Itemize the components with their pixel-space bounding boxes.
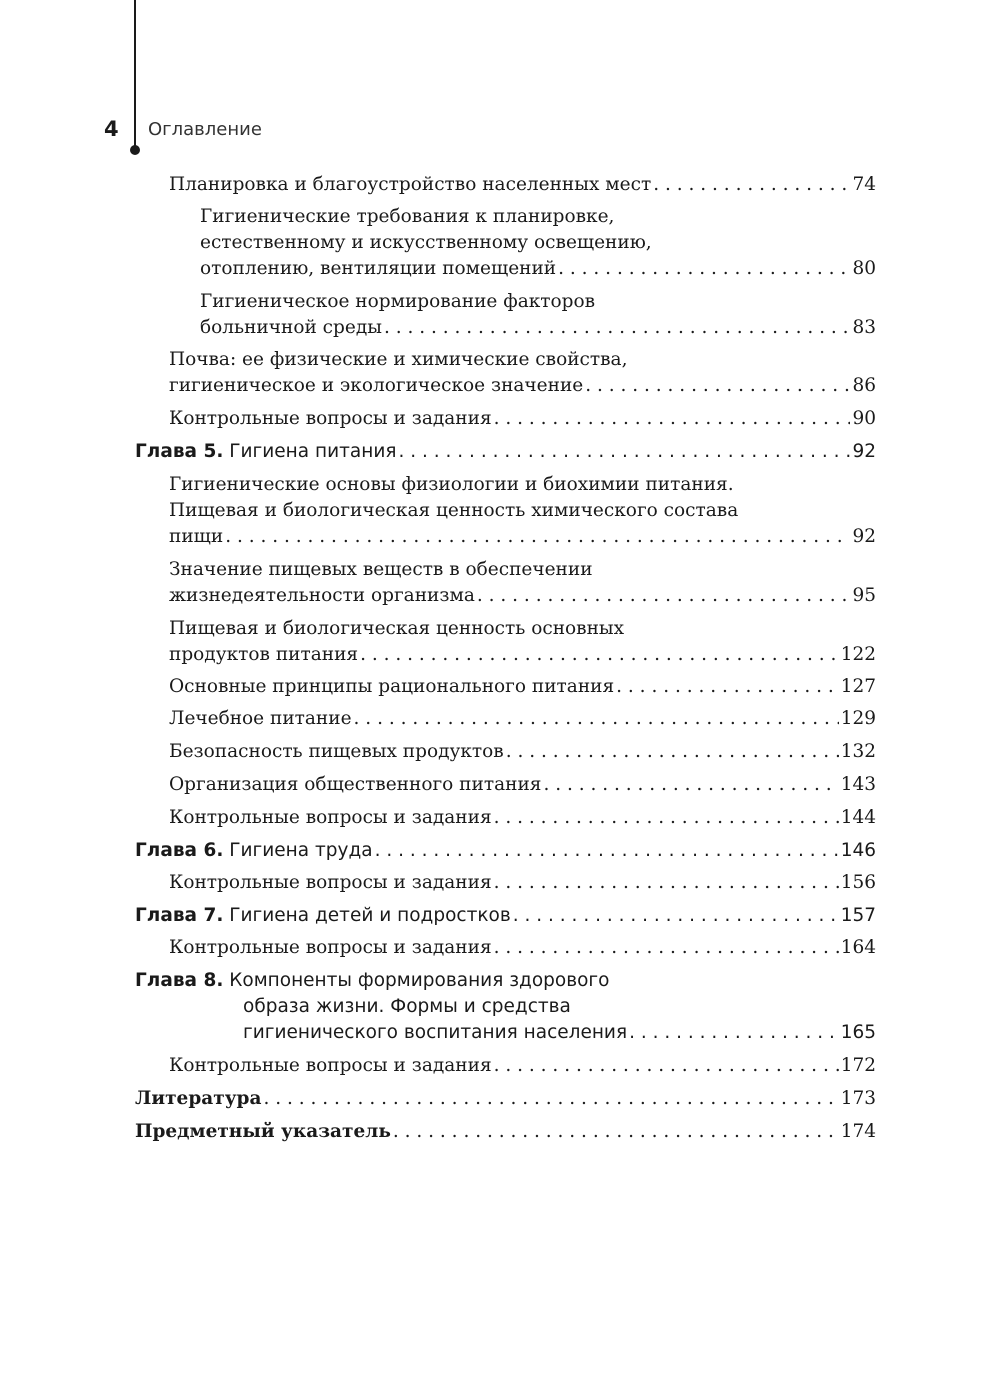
toc-chapter-5[interactable]: Глава 5. Гигиена питания . . . 92 <box>135 439 876 465</box>
toc-page: 92 <box>852 526 876 547</box>
page-number: 4 <box>104 117 119 141</box>
running-title: Оглавление <box>148 119 262 140</box>
toc-page: 122 <box>840 644 876 665</box>
rule-dot <box>130 145 140 155</box>
toc-page: 174 <box>840 1121 876 1142</box>
toc-entry[interactable]: Основные принципы рационального питания . . . 127 <box>169 674 876 700</box>
toc-entry[interactable]: Контрольные вопросы и задания . . . 90 <box>169 406 876 432</box>
toc-entry[interactable]: Контрольные вопросы и задания . . . 164 <box>169 935 876 961</box>
toc-literature[interactable]: Литература . . . 173 <box>135 1086 876 1112</box>
toc-page: 92 <box>852 441 876 462</box>
chapter-label: Глава 5. <box>135 441 224 462</box>
toc-page: 86 <box>852 375 876 396</box>
toc-page: 165 <box>840 1022 876 1043</box>
toc-page: 157 <box>840 905 876 926</box>
toc-entry[interactable]: Контрольные вопросы и задания . . . 144 <box>169 805 876 831</box>
toc-page: 146 <box>840 840 876 861</box>
toc-entry[interactable]: Почва: ее физические и химические свойства, гигиеническое и экологическое значение . . . 86 <box>169 347 876 399</box>
toc-entry[interactable]: Значение пищевых веществ в обеспечении жизнедеятельности организма . . . 95 <box>169 557 876 609</box>
vertical-rule <box>134 0 136 148</box>
toc-subject-index[interactable]: Предметный указатель . . . 174 <box>135 1119 876 1145</box>
toc-entry[interactable]: Контрольные вопросы и задания . . . 156 <box>169 870 876 896</box>
chapter-label: Глава 7. <box>135 905 224 926</box>
chapter-label: Глава 8. <box>135 970 224 991</box>
toc-entry[interactable]: Гигиенические требования к планировке, естественному и искусственному освещению, отоплению, вентиляции помещений . . . 80 <box>200 204 876 282</box>
toc-page: 144 <box>840 807 876 828</box>
toc-entry[interactable]: Пищевая и биологическая ценность основных продуктов питания . . . 122 <box>169 616 876 668</box>
toc-page: 172 <box>840 1055 876 1076</box>
toc-page: 80 <box>852 258 876 279</box>
toc-entry[interactable]: Лечебное питание . . . 129 <box>169 706 876 732</box>
toc-page: 164 <box>840 937 876 958</box>
toc-entry[interactable]: Безопасность пищевых продуктов . . . 132 <box>169 739 876 765</box>
toc-entry[interactable]: Контрольные вопросы и задания . . . 172 <box>169 1053 876 1079</box>
toc-entry[interactable]: Гигиеническое нормирование факторов больничной среды . . . 83 <box>200 289 876 341</box>
chapter-label: Глава 6. <box>135 840 224 861</box>
toc-chapter-8[interactable]: Глава 8. Компоненты формирования здорового образа жизни. Формы и средства гигиенического воспитания населения . . . 165 <box>135 968 876 1046</box>
toc-page: 74 <box>852 174 876 195</box>
toc-page: 143 <box>840 774 876 795</box>
toc-page: 83 <box>852 317 876 338</box>
toc-page: 173 <box>840 1088 876 1109</box>
toc-page: 132 <box>840 741 876 762</box>
toc-entry[interactable]: Планировка и благоустройство населенных мест . . . 74 <box>169 172 876 198</box>
toc-chapter-7[interactable]: Глава 7. Гигиена детей и подростков . . . 157 <box>135 903 876 929</box>
toc-page: 95 <box>852 585 876 606</box>
toc-page: 127 <box>840 676 876 697</box>
toc-entry[interactable]: Гигиенические основы физиологии и биохимии питания. Пищевая и биологическая ценность химического состава пищи . . . 92 <box>169 472 876 550</box>
toc-page: 129 <box>840 708 876 729</box>
toc-page: 156 <box>840 872 876 893</box>
toc-page: 90 <box>852 408 876 429</box>
toc-chapter-6[interactable]: Глава 6. Гигиена труда . . . 146 <box>135 838 876 864</box>
toc-entry[interactable]: Организация общественного питания . . . 143 <box>169 772 876 798</box>
